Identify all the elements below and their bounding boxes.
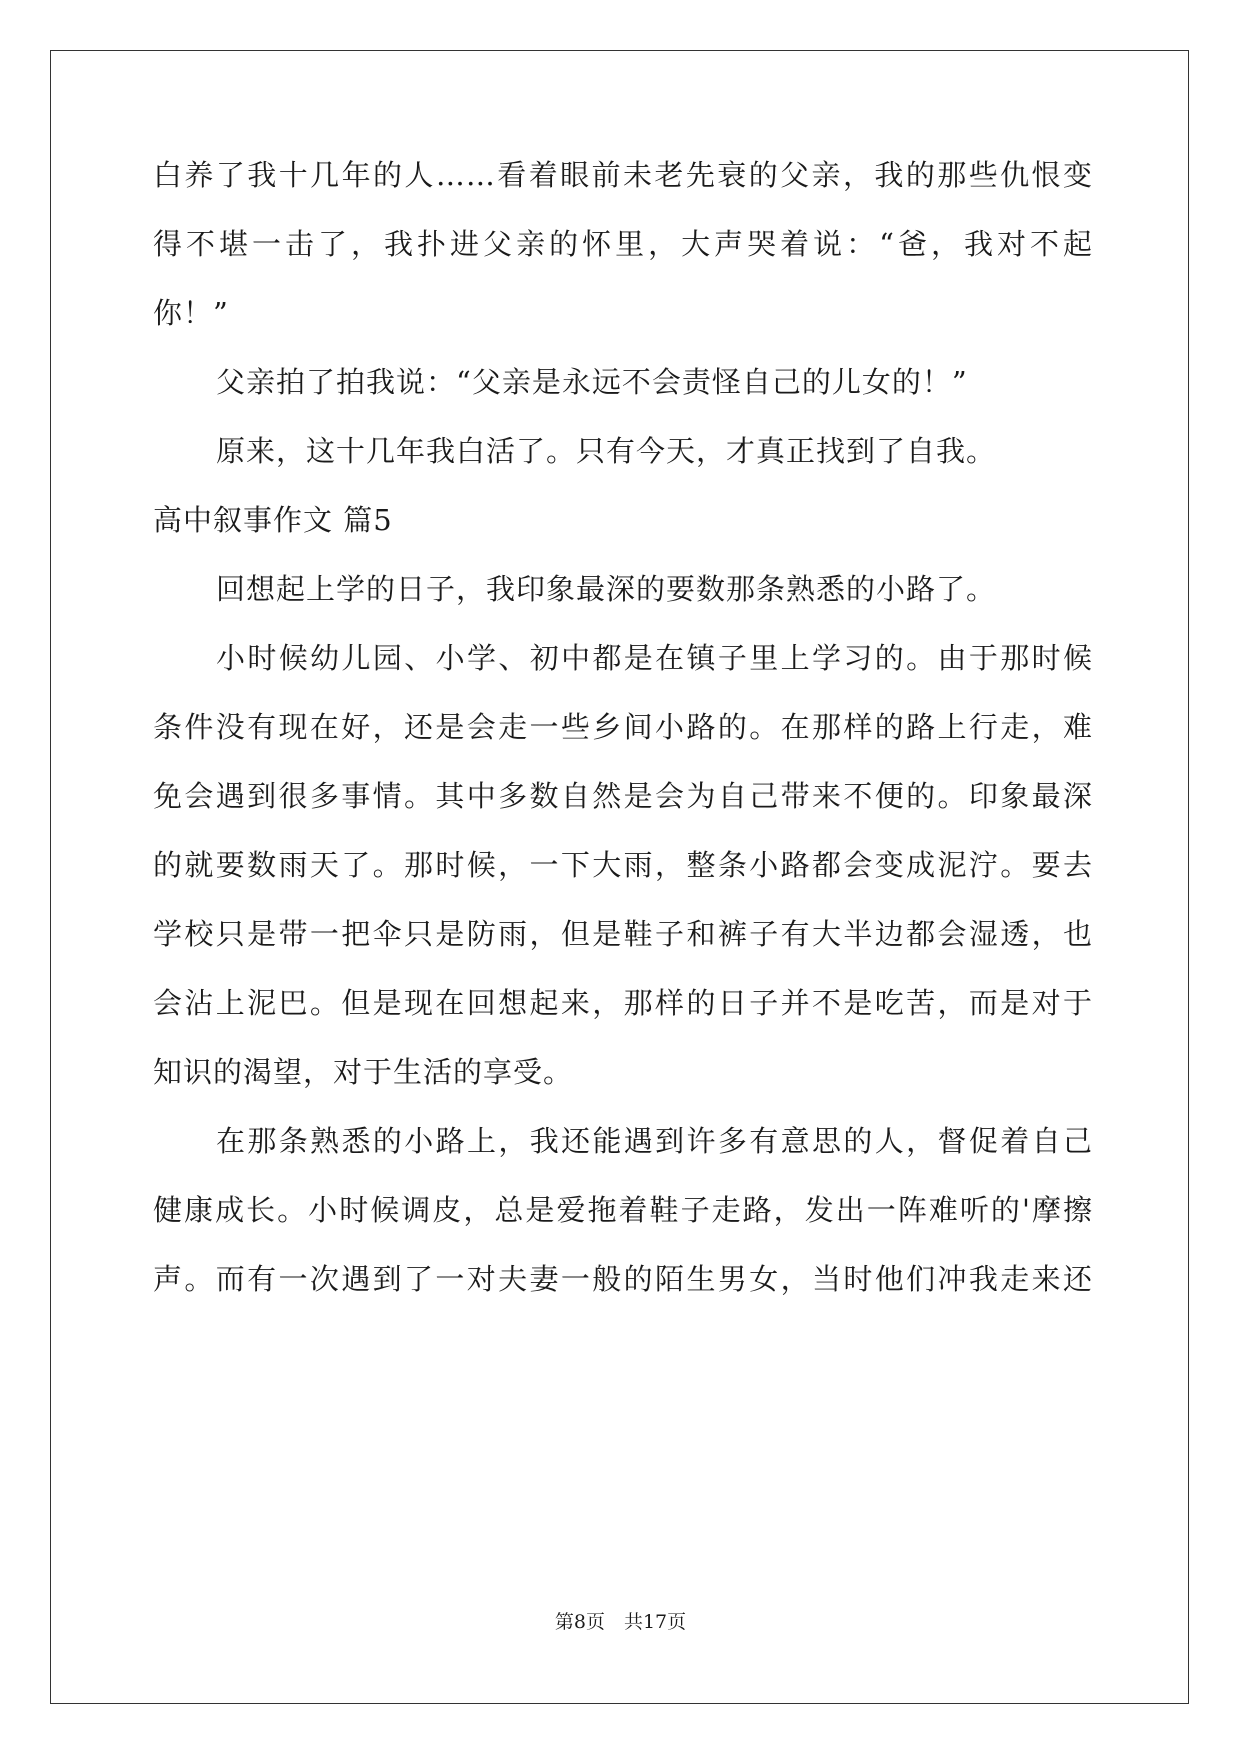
body-line: 小时候幼儿园、小学、初中都是在镇子里上学习的。由于那时候 <box>216 641 1093 675</box>
body-line: 在那条熟悉的小路上，我还能遇到许多有意思的人，督促着自己 <box>216 1124 1093 1158</box>
body-line: 知识的渴望，对于生活的享受。 <box>153 1055 574 1089</box>
body-line: 原来，这十几年我白活了。只有今天，才真正找到了自我。 <box>216 434 997 468</box>
body-line: 的就要数雨天了。那时候，一下大雨，整条小路都会变成泥泞。要去 <box>153 848 1093 882</box>
body-line: 父亲拍了拍我说：“父亲是永远不会责怪自己的儿女的！” <box>216 365 968 399</box>
body-line: 回想起上学的日子，我印象最深的要数那条熟悉的小路了。 <box>216 572 997 606</box>
body-line: 声。而有一次遇到了一对夫妻一般的陌生男女，当时他们冲我走来还 <box>153 1262 1093 1296</box>
body-line: 免会遇到很多事情。其中多数自然是会为自己带来不便的。印象最深 <box>153 779 1093 813</box>
body-line: 会沾上泥巴。但是现在回想起来，那样的日子并不是吃苦，而是对于 <box>153 986 1093 1020</box>
body-line: 你！” <box>153 296 229 330</box>
body-line: 白养了我十几年的人……看着眼前未老先衰的父亲，我的那些仇恨变 <box>153 158 1093 192</box>
body-line: 学校只是带一把伞只是防雨，但是鞋子和裤子有大半边都会湿透，也 <box>153 917 1093 951</box>
body-line: 得不堪一击了，我扑进父亲的怀里，大声哭着说：“爸，我对不起 <box>153 227 1093 261</box>
section-heading: 高中叙事作文 篇5 <box>153 503 393 537</box>
body-line: 健康成长。小时候调皮，总是爱拖着鞋子走路，发出一阵难听的'摩擦 <box>153 1193 1093 1227</box>
page-number: 第8页 共17页 <box>554 1611 687 1633</box>
body-line: 条件没有现在好，还是会走一些乡间小路的。在那样的路上行走，难 <box>153 710 1093 744</box>
